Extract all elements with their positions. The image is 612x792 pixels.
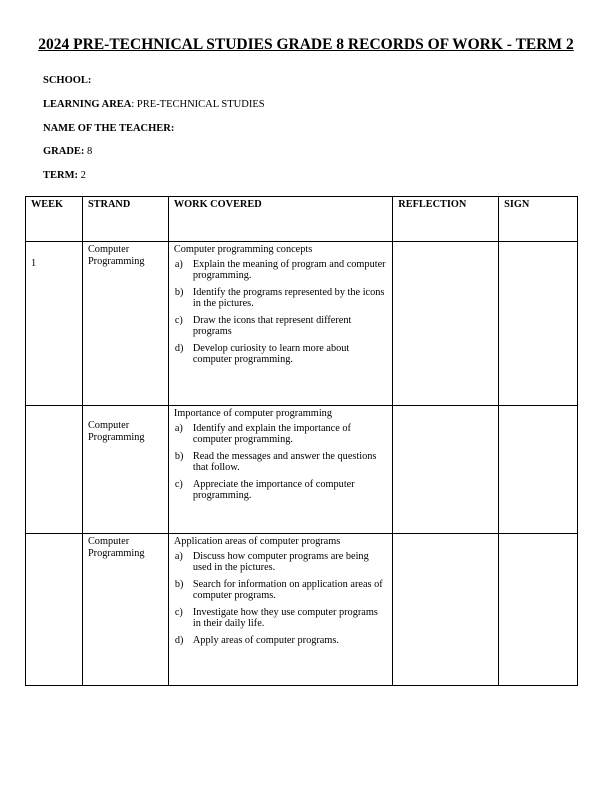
item-letter: b)	[174, 578, 184, 590]
table-header-row	[26, 197, 578, 242]
objectives-list	[174, 259, 387, 366]
week-cell	[26, 242, 83, 406]
list-item	[174, 343, 387, 366]
term-field	[43, 170, 86, 181]
item-letter: a)	[174, 550, 183, 562]
table-row	[26, 406, 578, 534]
item-text: Appreciate the importance of computer programming.	[192, 478, 355, 501]
item-letter: b)	[174, 450, 184, 462]
teacher-field	[43, 123, 174, 134]
list-item	[174, 479, 387, 502]
sign-cell[interactable]	[499, 242, 578, 406]
week-cell	[26, 406, 83, 534]
sign-cell[interactable]	[499, 406, 578, 534]
item-text: Apply areas of computer programs.	[192, 634, 339, 646]
work-covered-cell	[168, 242, 392, 406]
list-item	[174, 635, 387, 647]
item-text: Draw the icons that represent different programs	[192, 314, 352, 337]
work-covered-cell	[168, 406, 392, 534]
reflection-cell[interactable]	[393, 406, 499, 534]
term-value: 2	[78, 170, 86, 181]
topic-title: Computer programming concepts	[173, 244, 313, 255]
strand-value: Computer Programming	[87, 536, 145, 559]
objectives-list	[174, 551, 387, 647]
item-letter: d)	[174, 342, 184, 354]
table-row	[26, 242, 578, 406]
week-value: 1	[31, 258, 37, 269]
item-letter: c)	[174, 606, 183, 618]
header-sign: SIGN	[499, 197, 578, 242]
list-item	[174, 551, 387, 574]
header-reflection: REFLECTION	[393, 197, 499, 242]
document-title: 2024 PRE-TECHNICAL STUDIES GRADE 8 RECORDS OF WORK - TERM 2	[38, 36, 574, 53]
item-text: Read the messages and answer the questions that follow.	[192, 450, 377, 473]
term-label: TERM:	[43, 170, 78, 181]
item-text: Investigate how they use computer programs in their daily life.	[192, 606, 378, 629]
item-text: Identify the programs represented by the icons in the pictures.	[192, 286, 385, 309]
list-item	[174, 259, 387, 282]
item-text: Search for information on application areas of computer programs.	[192, 578, 383, 601]
grade-label: GRADE:	[43, 146, 85, 157]
item-letter: b)	[174, 286, 184, 298]
item-letter: d)	[174, 634, 184, 646]
list-item	[174, 423, 387, 446]
grade-field	[43, 146, 92, 157]
work-covered-cell	[168, 534, 392, 686]
learning-area-value: : PRE-TECHNICAL STUDIES	[131, 99, 265, 110]
strand-cell	[82, 242, 168, 406]
table-row	[26, 534, 578, 686]
item-letter: a)	[174, 422, 183, 434]
list-item	[174, 315, 387, 338]
sign-cell[interactable]	[499, 534, 578, 686]
item-letter: a)	[174, 258, 183, 270]
item-text: Explain the meaning of program and computer programming.	[192, 258, 386, 281]
teacher-label: NAME OF THE TEACHER:	[43, 123, 175, 134]
header-work-covered: WORK COVERED	[168, 197, 392, 242]
item-letter: c)	[174, 478, 183, 490]
school-field	[43, 75, 91, 86]
list-item	[174, 579, 387, 602]
reflection-cell[interactable]	[393, 242, 499, 406]
item-letter: c)	[174, 314, 183, 326]
strand-value: Computer Programming	[87, 420, 145, 443]
school-label: SCHOOL:	[43, 75, 92, 86]
learning-area-label: LEARNING AREA	[43, 99, 132, 110]
strand-value: Computer Programming	[87, 244, 145, 267]
records-table	[25, 196, 578, 686]
objectives-list	[174, 423, 387, 502]
item-text: Discuss how computer programs are being used in the pictures.	[192, 550, 369, 573]
item-text: Identify and explain the importance of computer programming.	[192, 422, 351, 445]
item-text: Develop curiosity to learn more about computer programming.	[192, 342, 350, 365]
reflection-cell[interactable]	[393, 534, 499, 686]
header-strand: STRAND	[82, 197, 168, 242]
list-item	[174, 451, 387, 474]
list-item	[174, 287, 387, 310]
topic-title: Importance of computer programming	[173, 408, 332, 419]
week-cell	[26, 534, 83, 686]
learning-area-field	[43, 99, 265, 110]
strand-cell	[82, 406, 168, 534]
list-item	[174, 607, 387, 630]
header-week: WEEK	[26, 197, 83, 242]
strand-cell	[82, 534, 168, 686]
grade-value: 8	[84, 146, 93, 157]
topic-title: Application areas of computer programs	[173, 536, 341, 547]
